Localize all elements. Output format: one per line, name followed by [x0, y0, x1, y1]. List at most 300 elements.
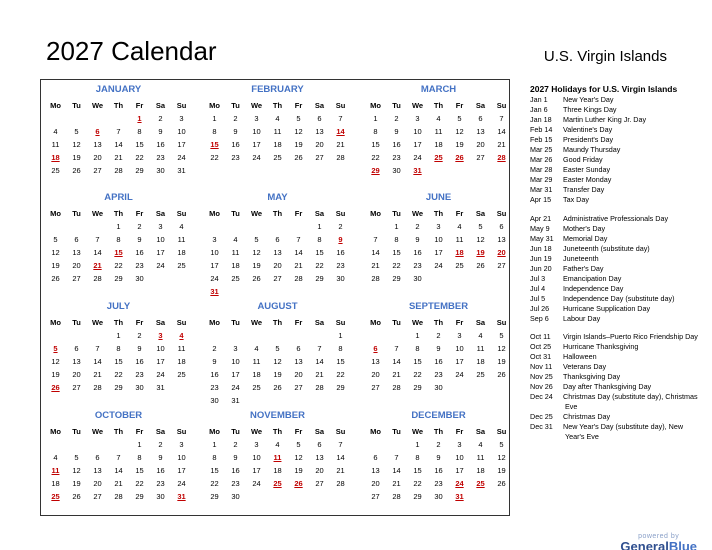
- day-cell: 15: [210, 466, 219, 475]
- day-cell: 5: [53, 235, 58, 244]
- holiday-day-cell: 26: [51, 383, 60, 392]
- empty-cell: [66, 438, 87, 451]
- day-cell: 13: [294, 357, 303, 366]
- holiday-date: Jun 18: [530, 243, 552, 253]
- holiday-day-cell: 6: [373, 344, 378, 353]
- holiday-date: Mar 26: [530, 155, 553, 164]
- weekday-header: Fr: [294, 209, 303, 218]
- day-cell: 17: [252, 140, 261, 149]
- day-cell: 31: [231, 396, 240, 405]
- day-cell: 9: [137, 235, 142, 244]
- weekday-header: Sa: [155, 209, 166, 218]
- holiday-name: New Year's Day (substitute day), New Year's Eve: [563, 422, 684, 441]
- day-cell: 19: [294, 140, 303, 149]
- day-cell: 10: [413, 127, 422, 136]
- weekday-header: Th: [433, 209, 444, 218]
- weekday-header: Th: [433, 318, 444, 327]
- weekday-header: Th: [272, 427, 283, 436]
- empty-cell: [288, 329, 309, 342]
- day-cell: 12: [476, 235, 485, 244]
- day-cell: 10: [252, 127, 261, 136]
- day-cell: 28: [336, 153, 345, 162]
- day-cell: 23: [434, 370, 443, 379]
- day-cell: 8: [116, 344, 121, 353]
- day-cell: 17: [455, 466, 464, 475]
- day-cell: 29: [392, 274, 401, 283]
- day-cell: 14: [294, 248, 303, 257]
- day-cell: 18: [51, 479, 60, 488]
- weekday-header: Fr: [294, 427, 303, 436]
- day-cell: 10: [156, 344, 165, 353]
- weekday-header: Su: [335, 427, 346, 436]
- day-cell: 2: [338, 222, 343, 231]
- weekday-header: Su: [496, 427, 507, 436]
- weekday-header: We: [91, 209, 104, 218]
- empty-cell: [246, 285, 267, 298]
- day-cell: 16: [135, 357, 144, 366]
- weekday-header: We: [250, 101, 263, 110]
- weekday-header: Fr: [135, 101, 144, 110]
- day-cell: 13: [371, 466, 380, 475]
- holiday-item: [530, 234, 700, 244]
- day-cell: 4: [254, 344, 259, 353]
- day-cell: 21: [93, 370, 102, 379]
- holiday-item: [530, 294, 700, 304]
- holiday-item: [530, 115, 700, 125]
- month-july: [45, 301, 190, 394]
- day-cell: 7: [394, 344, 399, 353]
- holiday-name: Independence Day (substitute day): [563, 293, 675, 303]
- month-name: JULY: [106, 301, 131, 312]
- holiday-item: [530, 274, 700, 284]
- empty-cell: [171, 381, 192, 394]
- weekday-header: Su: [176, 209, 187, 218]
- day-cell: 12: [273, 357, 282, 366]
- day-cell: 1: [317, 222, 322, 231]
- empty-cell: [288, 285, 309, 298]
- day-cell: 26: [497, 479, 506, 488]
- day-cell: 28: [392, 492, 401, 501]
- day-cell: 25: [252, 383, 261, 392]
- holiday-item: [530, 342, 700, 352]
- day-cell: 30: [413, 274, 422, 283]
- holiday-date: Jan 18: [530, 115, 552, 124]
- holiday-name: Christmas Day (substitute day), Christmas Eve: [563, 392, 698, 411]
- day-cell: 4: [53, 453, 58, 462]
- weekday-header: Mo: [50, 318, 61, 327]
- day-cell: 20: [371, 479, 380, 488]
- day-cell: 18: [177, 248, 186, 257]
- day-cell: 24: [156, 261, 165, 270]
- day-cell: 20: [371, 370, 380, 379]
- holiday-name: Christmas Day: [563, 412, 611, 421]
- day-cell: 19: [497, 466, 506, 475]
- day-cell: 12: [72, 140, 81, 149]
- weekday-header: Mo: [370, 427, 381, 436]
- weekday-header: Th: [272, 318, 283, 327]
- day-cell: 2: [394, 114, 399, 123]
- holiday-day-cell: 31: [177, 492, 186, 501]
- weekday-header: Su: [335, 209, 346, 218]
- month-name: NOVEMBER: [250, 410, 305, 421]
- empty-cell: [365, 438, 386, 451]
- holiday-name: Hurricane Supplication Day: [563, 303, 651, 313]
- day-cell: 10: [252, 453, 261, 462]
- empty-cell: [449, 272, 470, 285]
- day-cell: 10: [455, 344, 464, 353]
- holiday-date: Mar 25: [530, 145, 553, 154]
- weekday-header: Th: [433, 427, 444, 436]
- day-cell: 13: [72, 248, 81, 257]
- day-cell: 1: [415, 440, 420, 449]
- day-cell: 8: [415, 344, 420, 353]
- empty-cell: [45, 329, 66, 342]
- day-cell: 9: [158, 127, 163, 136]
- holiday-date: Jun 20: [530, 263, 552, 273]
- day-cell: 30: [156, 492, 165, 501]
- weekday-header: Fr: [294, 101, 303, 110]
- day-cell: 18: [177, 357, 186, 366]
- day-cell: 26: [72, 166, 81, 175]
- empty-cell: [45, 438, 66, 451]
- weekday-header: Sa: [314, 101, 325, 110]
- holiday-day-cell: 26: [455, 153, 464, 162]
- day-cell: 16: [231, 140, 240, 149]
- day-cell: 2: [436, 440, 441, 449]
- month-january: [45, 84, 190, 177]
- day-cell: 20: [72, 261, 81, 270]
- day-cell: 21: [392, 479, 401, 488]
- day-cell: 2: [137, 331, 142, 340]
- holiday-date: Nov 26: [530, 382, 553, 391]
- month-name: APRIL: [104, 192, 133, 203]
- day-cell: 18: [252, 370, 261, 379]
- weekday-header: Fr: [135, 209, 144, 218]
- month-name: OCTOBER: [94, 410, 143, 421]
- day-cell: 11: [434, 127, 443, 136]
- day-cell: 7: [317, 344, 322, 353]
- day-cell: 13: [72, 357, 81, 366]
- day-cell: 22: [315, 261, 324, 270]
- empty-cell: [428, 272, 449, 285]
- day-cell: 26: [476, 261, 485, 270]
- empty-cell: [330, 394, 351, 407]
- day-cell: 24: [455, 370, 464, 379]
- country-name: U.S. Virgin Islands: [543, 48, 667, 65]
- weekday-header: Su: [176, 101, 187, 110]
- day-cell: 9: [415, 235, 420, 244]
- holiday-name: Martin Luther King Jr. Day: [563, 115, 647, 124]
- empty-cell: [204, 329, 225, 342]
- weekday-header: We: [91, 318, 104, 327]
- day-cell: 17: [177, 466, 186, 475]
- day-cell: 21: [114, 479, 123, 488]
- day-cell: 22: [135, 479, 144, 488]
- empty-cell: [288, 394, 309, 407]
- holiday-date: May 31: [530, 233, 554, 243]
- holiday-date: Apr 15: [530, 195, 552, 204]
- holiday-date: Nov 25: [530, 372, 553, 381]
- holiday-day-cell: 9: [338, 235, 343, 244]
- day-cell: 10: [455, 453, 464, 462]
- day-cell: 14: [93, 357, 102, 366]
- day-cell: 6: [275, 235, 280, 244]
- day-cell: 23: [413, 261, 422, 270]
- holiday-date: Mar 28: [530, 165, 553, 174]
- day-cell: 6: [74, 235, 79, 244]
- holiday-day-cell: 14: [336, 127, 345, 136]
- brand-part-1: General: [620, 540, 669, 550]
- empty-cell: [470, 164, 491, 177]
- day-cell: 24: [177, 479, 186, 488]
- day-cell: 14: [114, 466, 123, 475]
- holiday-name: New Year's Day: [563, 95, 614, 104]
- day-cell: 2: [233, 114, 238, 123]
- month-grid: [365, 207, 510, 285]
- day-cell: 21: [392, 370, 401, 379]
- holiday-gap: [530, 324, 700, 333]
- day-cell: 29: [315, 274, 324, 283]
- day-cell: 9: [158, 453, 163, 462]
- day-cell: 14: [392, 466, 401, 475]
- day-cell: 7: [95, 344, 100, 353]
- weekday-header: We: [411, 101, 424, 110]
- empty-cell: [246, 394, 267, 407]
- day-cell: 22: [413, 370, 422, 379]
- day-cell: 13: [315, 453, 324, 462]
- day-cell: 15: [135, 140, 144, 149]
- day-cell: 11: [177, 235, 186, 244]
- day-cell: 7: [116, 127, 121, 136]
- holiday-day-cell: 25: [51, 492, 60, 501]
- day-cell: 1: [212, 114, 217, 123]
- day-cell: 29: [114, 274, 123, 283]
- day-cell: 4: [275, 114, 280, 123]
- weekday-header: Th: [272, 101, 283, 110]
- day-cell: 12: [497, 453, 506, 462]
- holiday-name: Tax Day: [563, 195, 589, 204]
- month-august: [204, 301, 349, 407]
- month-october: [45, 410, 190, 503]
- day-cell: 2: [436, 331, 441, 340]
- weekday-header: Su: [335, 318, 346, 327]
- day-cell: 8: [212, 127, 217, 136]
- day-cell: 25: [231, 274, 240, 283]
- day-cell: 1: [338, 331, 343, 340]
- day-cell: 13: [476, 127, 485, 136]
- day-cell: 7: [296, 235, 301, 244]
- day-cell: 8: [137, 453, 142, 462]
- empty-cell: [386, 329, 407, 342]
- day-cell: 3: [179, 114, 184, 123]
- day-cell: 17: [231, 370, 240, 379]
- holiday-day-cell: 26: [294, 479, 303, 488]
- holiday-day-cell: 18: [455, 248, 464, 257]
- month-name: SEPTEMBER: [408, 301, 469, 312]
- weekday-header: We: [250, 209, 263, 218]
- day-cell: 30: [135, 274, 144, 283]
- weekday-header: We: [91, 427, 104, 436]
- day-cell: 20: [93, 479, 102, 488]
- day-cell: 25: [51, 166, 60, 175]
- day-cell: 1: [394, 222, 399, 231]
- day-cell: 19: [51, 261, 60, 270]
- holiday-item: [530, 382, 700, 392]
- day-cell: 2: [415, 222, 420, 231]
- empty-cell: [150, 272, 171, 285]
- day-cell: 5: [499, 440, 504, 449]
- day-cell: 20: [93, 153, 102, 162]
- month-name: FEBRUARY: [251, 84, 304, 95]
- day-cell: 6: [499, 222, 504, 231]
- day-cell: 1: [116, 331, 121, 340]
- day-cell: 4: [179, 222, 184, 231]
- holiday-date: Jun 19: [530, 253, 552, 263]
- weekday-header: Mo: [209, 318, 220, 327]
- month-may: [204, 192, 349, 298]
- day-cell: 2: [158, 440, 163, 449]
- holiday-name: Independence Day: [563, 283, 624, 293]
- day-cell: 30: [434, 383, 443, 392]
- day-cell: 30: [392, 166, 401, 175]
- day-cell: 11: [476, 344, 485, 353]
- day-cell: 23: [135, 370, 144, 379]
- day-cell: 19: [497, 357, 506, 366]
- weekday-header: Th: [113, 318, 124, 327]
- day-cell: 5: [499, 331, 504, 340]
- holiday-date: Dec 31: [530, 422, 553, 431]
- holiday-date: May 9: [530, 223, 550, 233]
- month-december: [365, 410, 510, 503]
- empty-cell: [204, 220, 225, 233]
- day-cell: 30: [231, 492, 240, 501]
- day-cell: 29: [114, 383, 123, 392]
- day-cell: 28: [315, 383, 324, 392]
- weekday-header: Sa: [475, 427, 486, 436]
- weekday-header: Tu: [392, 101, 401, 110]
- day-cell: 15: [413, 466, 422, 475]
- weekday-header: We: [411, 209, 424, 218]
- holiday-item: [530, 125, 700, 135]
- day-cell: 4: [275, 440, 280, 449]
- holiday-name: Good Friday: [563, 155, 603, 164]
- weekday-header: Fr: [135, 318, 144, 327]
- holiday-name: Three Kings Day: [563, 105, 617, 114]
- day-cell: 27: [476, 153, 485, 162]
- holiday-item: [530, 135, 700, 145]
- day-cell: 17: [434, 248, 443, 257]
- day-cell: 25: [273, 153, 282, 162]
- empty-cell: [66, 112, 87, 125]
- day-cell: 20: [315, 140, 324, 149]
- holiday-date: Jul 3: [530, 273, 546, 283]
- day-cell: 4: [457, 222, 462, 231]
- holiday-item: [530, 332, 700, 342]
- weekday-header: Tu: [72, 318, 81, 327]
- weekday-header: Th: [433, 101, 444, 110]
- holiday-item: [530, 155, 700, 165]
- holiday-name: Mother's Day: [563, 223, 606, 233]
- holiday-date: Oct 25: [530, 342, 552, 351]
- day-cell: 9: [436, 344, 441, 353]
- weekday-header: Fr: [294, 318, 303, 327]
- day-cell: 19: [72, 153, 81, 162]
- weekday-header: Sa: [155, 101, 166, 110]
- holiday-date: Jul 4: [530, 283, 546, 293]
- holiday-item: [530, 304, 700, 314]
- weekday-header: Mo: [50, 101, 61, 110]
- holiday-item: [530, 175, 700, 185]
- day-cell: 9: [212, 357, 217, 366]
- holiday-item: [530, 105, 700, 115]
- month-grid: [365, 99, 510, 177]
- day-cell: 27: [315, 153, 324, 162]
- empty-cell: [309, 285, 330, 298]
- month-grid: [204, 425, 349, 503]
- holiday-item: [530, 145, 700, 155]
- weekday-header: Tu: [392, 318, 401, 327]
- day-cell: 26: [273, 383, 282, 392]
- day-cell: 12: [455, 127, 464, 136]
- day-cell: 6: [74, 344, 79, 353]
- day-cell: 4: [478, 331, 483, 340]
- holiday-day-cell: 11: [51, 466, 60, 475]
- weekday-header: Sa: [475, 209, 486, 218]
- day-cell: 13: [93, 140, 102, 149]
- empty-cell: [246, 329, 267, 342]
- empty-cell: [309, 490, 330, 503]
- day-cell: 14: [114, 140, 123, 149]
- day-cell: 13: [315, 127, 324, 136]
- day-cell: 27: [315, 479, 324, 488]
- day-cell: 9: [394, 127, 399, 136]
- day-cell: 10: [156, 235, 165, 244]
- day-cell: 6: [95, 453, 100, 462]
- empty-cell: [491, 381, 512, 394]
- empty-cell: [365, 220, 386, 233]
- holiday-date: Dec 24: [530, 392, 553, 401]
- day-cell: 14: [336, 453, 345, 462]
- empty-cell: [309, 394, 330, 407]
- holiday-day-cell: 29: [371, 166, 380, 175]
- day-cell: 28: [392, 383, 401, 392]
- holiday-day-cell: 31: [413, 166, 422, 175]
- holiday-date: Feb 14: [530, 125, 553, 134]
- month-grid: [365, 316, 510, 394]
- weekday-header: Tu: [392, 209, 401, 218]
- day-cell: 9: [137, 344, 142, 353]
- day-cell: 3: [254, 114, 259, 123]
- page-title: 2027 Calendar: [46, 36, 217, 66]
- empty-cell: [267, 394, 288, 407]
- day-cell: 7: [394, 453, 399, 462]
- day-cell: 18: [273, 466, 282, 475]
- weekday-header: Mo: [209, 209, 220, 218]
- holiday-item: [530, 224, 700, 234]
- day-cell: 6: [317, 440, 322, 449]
- weekday-header: Tu: [72, 101, 81, 110]
- day-cell: 7: [373, 235, 378, 244]
- day-cell: 15: [413, 357, 422, 366]
- weekday-header: Mo: [50, 427, 61, 436]
- day-cell: 13: [273, 248, 282, 257]
- holiday-name: Thanksgiving Day: [563, 372, 621, 381]
- day-cell: 15: [371, 140, 380, 149]
- weekday-header: Su: [496, 318, 507, 327]
- day-cell: 29: [210, 492, 219, 501]
- month-november: [204, 410, 349, 503]
- empty-cell: [386, 438, 407, 451]
